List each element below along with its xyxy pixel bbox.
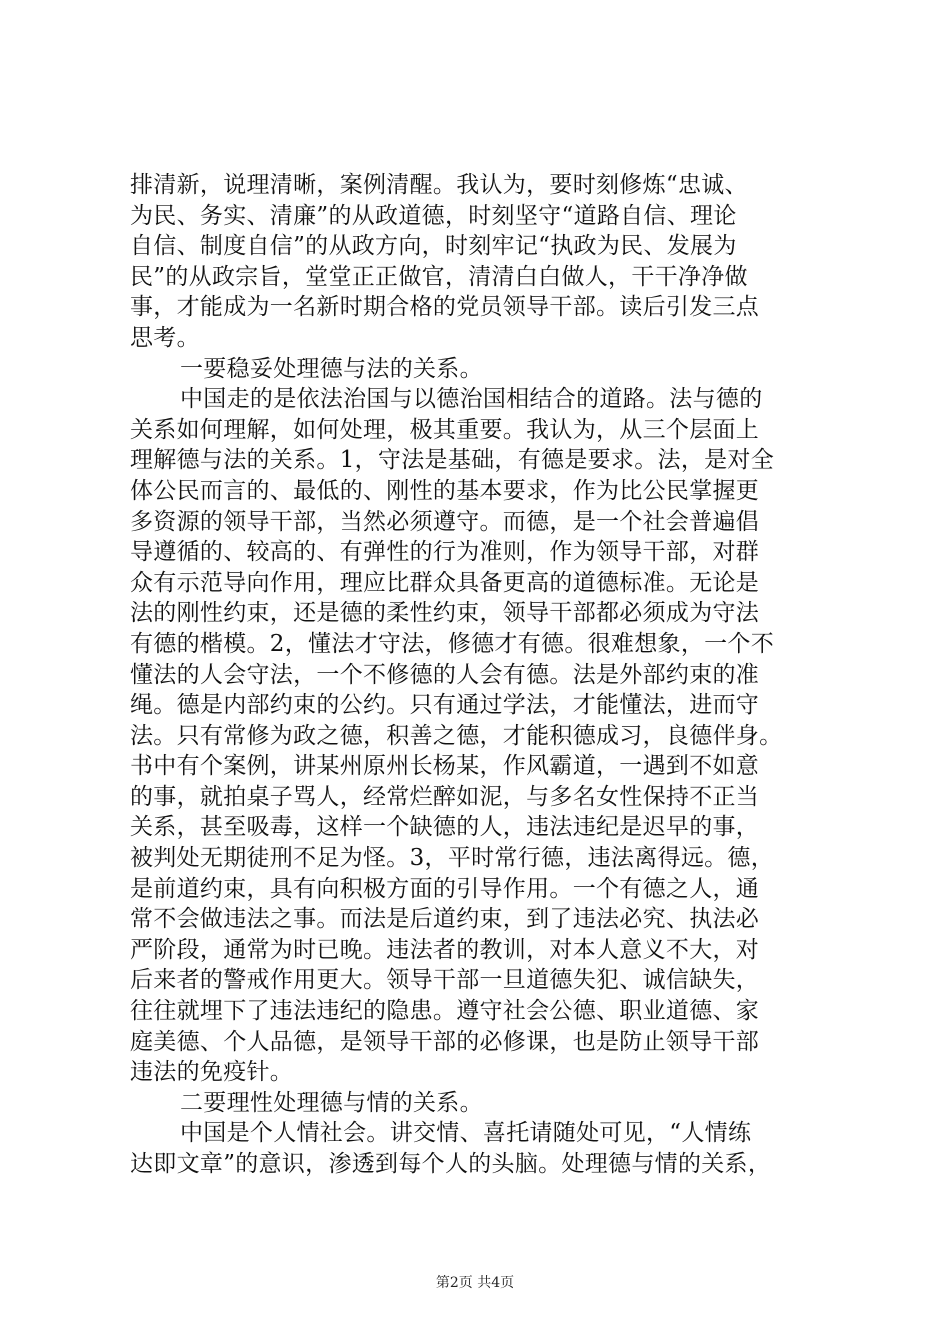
text-line: 后来者的警戒作用更大。领导干部一旦道德失犯、诚信缺失， [130, 967, 760, 994]
section-heading: 一要稳妥处理德与法的关系。 [180, 355, 483, 382]
text-line: 多资源的领导干部，当然必须遵守。而德，是一个社会普遍倡 [130, 508, 760, 535]
text-line: 书中有个案例，讲某州原州长杨某，作风霸道，一遇到不如意 [130, 753, 760, 780]
text-line: 排清新，说理清晰，案例清醒。我认为，要时刻修炼“忠诚、 [130, 172, 748, 198]
text-line: 常不会做违法之事。而法是后道约束，到了违法必究、执法必 [130, 906, 760, 933]
text-line: 自信、制度自信”的从政方向，时刻牢记“执政为民、发展为 [130, 233, 737, 260]
text-line: 为民、务实、清廉”的从政道德，时刻坚守“道路自信、理论 [130, 202, 737, 229]
body-text [130, 170, 832, 1180]
text-line: 导遵循的、较高的、有弹性的行为准则，作为领导干部，对群 [130, 539, 760, 566]
text-line: 思考。 [130, 324, 200, 351]
text-line: 懂法的人会守法，一个不修德的人会有德。法是外部约束的准 [130, 661, 760, 688]
text-line: 关系如何理解，如何处理，极其重要。我认为，从三个层面上 [130, 416, 760, 443]
text-line: 有德的楷模。2，懂法才守法，修德才有德。很难想象，一个不 [130, 630, 775, 657]
text-line: 违法的免疫针。 [130, 1059, 294, 1086]
text-line: 事，才能成为一名新时期合格的党员领导干部。读后引发三点 [130, 294, 760, 321]
text-line: 是前道约束，具有向积极方面的引导作用。一个有德之人，通 [130, 875, 760, 902]
text-line: 众有示范导向作用，理应比群众具备更高的道德标准。无论是 [130, 569, 760, 596]
text-line: 往往就埋下了违法违纪的隐患。遵守社会公德、职业道德、家 [130, 998, 760, 1025]
section-heading: 二要理性处理德与情的关系。 [180, 1089, 483, 1116]
text-line: 中国是个人情社会。讲交情、喜托请随处可见，“人情练 [180, 1120, 752, 1147]
page-number-footer: 第2页 共4页 [435, 1275, 515, 1291]
text-line: 被判处无期徒刑不足为怪。3，平时常行德，违法离得远。德， [130, 845, 775, 872]
text-line: 关系，甚至吸毒，这样一个缺德的人，违法违纪是迟早的事， [130, 814, 760, 841]
text-line: 民”的从政宗旨，堂堂正正做官，清清白白做人，干干净净做 [130, 263, 748, 290]
text-line: 绳。德是内部约束的公约。只有通过学法，才能懂法，进而守 [130, 692, 760, 719]
text-line: 体公民而言的、最低的、刚性的基本要求，作为比公民掌握更 [130, 477, 760, 504]
text-line: 达即文章”的意识，渗透到每个人的头脑。处理德与情的关系， [130, 1151, 772, 1177]
text-line: 中国走的是依法治国与以德治国相结合的道路。法与德的 [180, 386, 763, 413]
text-line: 的事，就拍桌子骂人，经常烂醉如泥，与多名女性保持不正当 [130, 783, 760, 810]
text-line: 理解德与法的关系。1，守法是基础，有德是要求。法，是对全 [130, 447, 775, 474]
text-line: 法的刚性约束，还是德的柔性约束，领导干部都必须成为守法 [130, 600, 760, 627]
text-line: 法。只有常修为政之德，积善之德，才能积德成习，良德伴身。 [130, 722, 783, 749]
text-line: 庭美德、个人品德，是领导干部的必修课，也是防止领导干部 [130, 1028, 760, 1055]
text-line: 严阶段，通常为时已晚。违法者的教训，对本人意义不大，对 [130, 936, 760, 963]
